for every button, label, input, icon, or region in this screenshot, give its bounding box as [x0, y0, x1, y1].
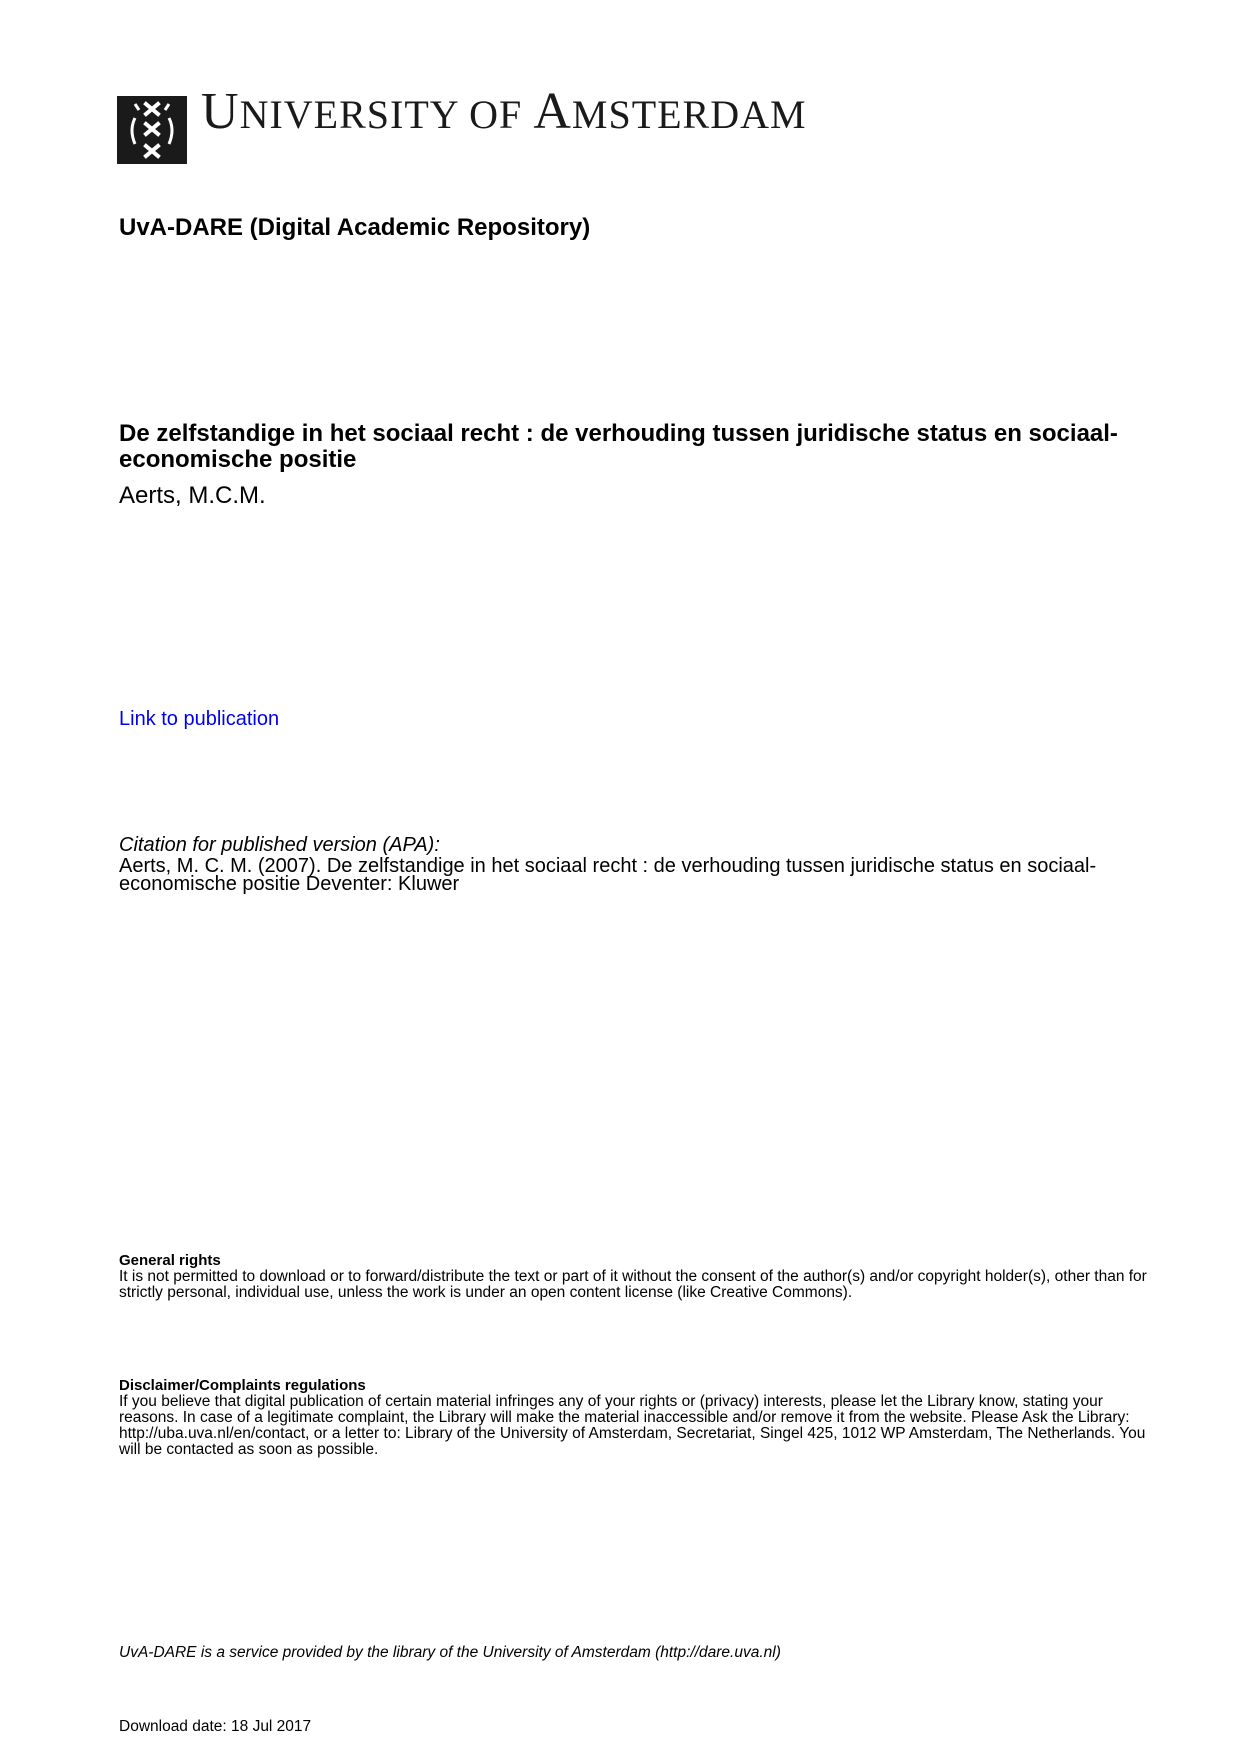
- publication-link[interactable]: Link to publication: [119, 708, 280, 730]
- general-rights-text: It is not permitted to download or to forward/distribute the text or part of it without the consent of the author(s) and/or copyright holder(s), other than for strictly personal, individual use, unless the work is under an open content license (like Creative Commons).: [119, 1268, 1147, 1301]
- citation-label: Citation for published version (APA):: [119, 834, 440, 856]
- publication-title: De zelfstandige in het sociaal recht : de verhouding tussen juridische status en sociaal-economische positie: [119, 420, 1118, 473]
- general-rights-heading: General rights: [119, 1252, 221, 1269]
- university-name: UNIVERSITY OF AMSTERDAM: [201, 83, 807, 140]
- disclaimer-text: If you believe that digital publication of certain material infringes any of your rights or (privacy) interests, please let the Library know, stating your reasons. In case of a legitimate complaint, the Library will make the material inaccessible and/or remove it from the website. Please Ask the Library: http://uba.uva.nl/en/contact, or a letter to: Library of the University of Amsterdam, Secretariat, Singel 425, 1012 WP Amsterdam, The Netherlands. You will be contacted as soon as possible.: [119, 1393, 1146, 1458]
- publication-author: Aerts, M.C.M.: [119, 482, 266, 509]
- disclaimer-heading: Disclaimer/Complaints regulations: [119, 1377, 366, 1394]
- footer-service-note: UvA-DARE is a service provided by the library of the University of Amsterdam (http://dare.uva.nl): [119, 1644, 781, 1661]
- citation-text: Aerts, M. C. M. (2007). De zelfstandige in het sociaal recht : de verhouding tussen juridische status en sociaal-economische positie Deventer: Kluwer: [119, 855, 1097, 895]
- download-date: Download date: 18 Jul 2017: [119, 1718, 312, 1735]
- repository-title: UvA-DARE (Digital Academic Repository): [119, 214, 591, 241]
- university-logo-icon: [117, 96, 187, 164]
